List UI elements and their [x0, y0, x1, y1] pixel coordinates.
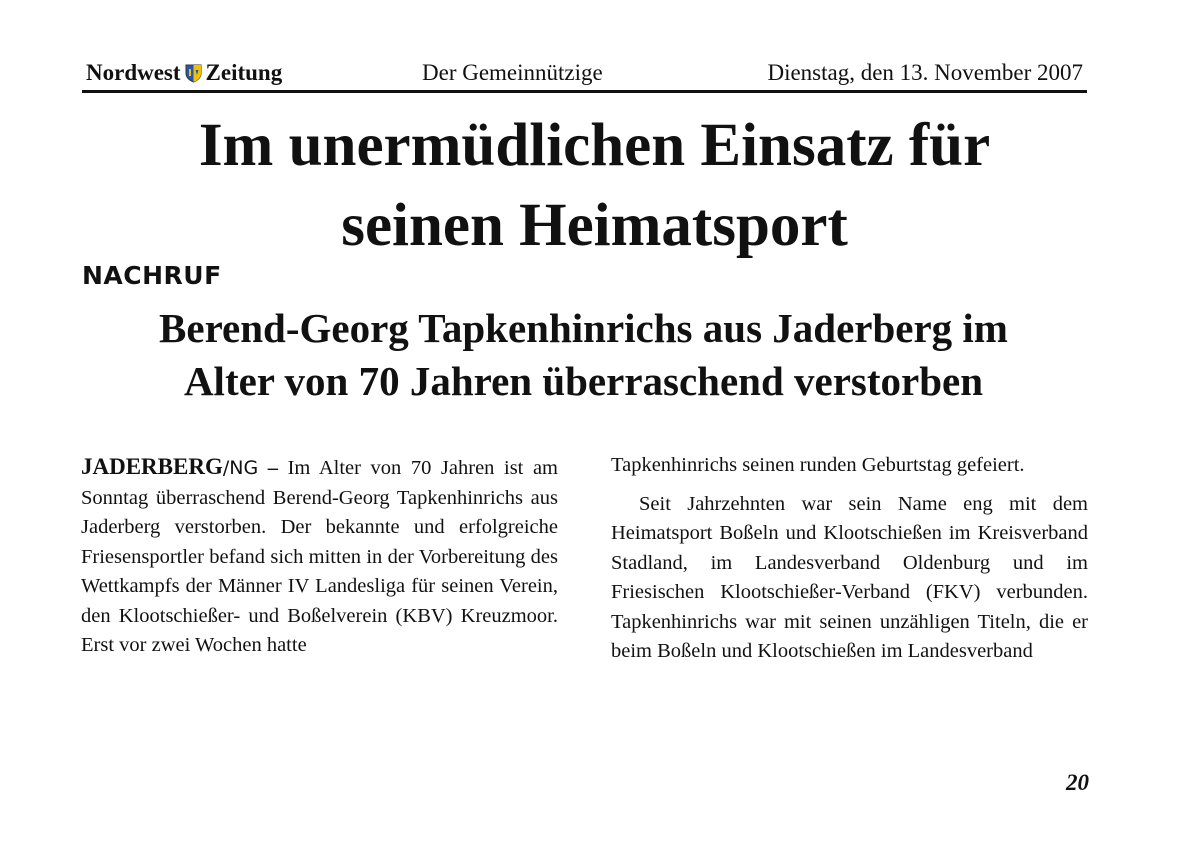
subheadline — [0, 302, 1167, 408]
article-column-2 — [611, 451, 1088, 667]
paragraph-3: Seit Jahrzehnten war sein Name eng mit dem Heimatsport Boßeln und Klootschießen im Kreisverband Stadland, im Landesverband Oldenburg und im Friesischen Klootschießer-Verband (FKV) verbunden. Tapkenhinrichs war mit seinen unzähligen Titeln, die er beim Boßeln und Klootschießen im Landesverband — [611, 492, 1088, 662]
masthead-logo — [86, 60, 282, 86]
dateline-dash: – — [258, 457, 288, 479]
supplement-title: Der Gemeinnützige — [422, 60, 603, 85]
article-column-1 — [81, 452, 558, 661]
subheadline-line-2: Alter von 70 Jahren überraschend verstorben — [183, 358, 984, 404]
masthead-right: Zeitung — [205, 60, 283, 85]
kicker: NACHRUF — [82, 261, 222, 290]
issue-date: Dienstag, den 13. November 2007 — [767, 60, 1083, 85]
masthead-left: Nordwest — [86, 60, 181, 85]
dateline-agency: /NG — [222, 457, 259, 479]
subheadline-line-1: Berend-Georg Tapkenhinrichs aus Jaderberg im — [159, 305, 1008, 351]
paragraph-2: Tapkenhinrichs seinen runden Geburtstag gefeiert. — [611, 454, 1025, 476]
page-number: 20 — [1066, 770, 1089, 795]
headline-line-1: Im unermüdlichen Einsatz für — [198, 112, 991, 179]
dateline-place: JADERBERG — [81, 454, 223, 479]
column-1-text: Im Alter von 70 Jahren ist am Sonntag überraschend Berend-Georg Tapkenhinrichs aus Jaderberg verstorben. Der bekannte und erfolgreiche Friesensportler befand sich mitten in der Vorbereitung des Wettkampfs der Männer IV Landesliga für seinen Verein, den Klootschießer- und Boßelverein (KBV) Kreuzmoor. Erst vor zwei Wochen hatte — [81, 457, 558, 656]
page-header — [82, 58, 1087, 93]
headline — [0, 106, 1189, 266]
coat-of-arms-icon — [185, 64, 202, 83]
headline-line-2: seinen Heimatsport — [341, 192, 848, 259]
paragraph-1 — [81, 452, 558, 661]
